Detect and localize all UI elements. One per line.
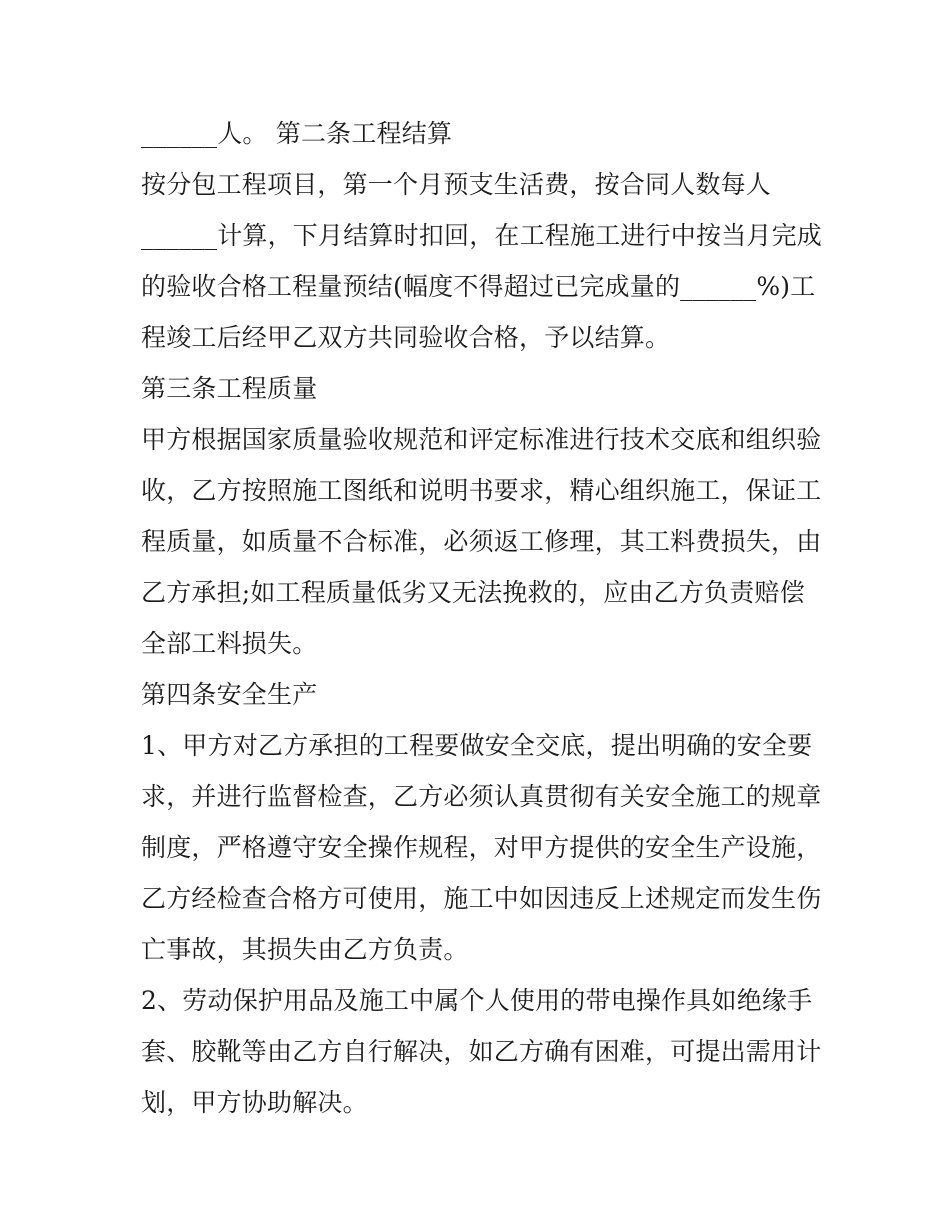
text-line: 求，并进行监督检查，乙方必须认真贯彻有关安全施工的规章 (141, 782, 822, 811)
text-line: 全部工料损失。 (141, 629, 318, 658)
text-line: 套、胶靴等由乙方自行解决，如乙方确有困难，可提出需用计 (141, 1037, 822, 1066)
text-line: 制度，严格遵守安全操作规程，对甲方提供的安全生产设施， (141, 833, 822, 862)
section-heading-safety: 第四条安全生产 (141, 680, 318, 709)
text-line: 按分包工程项目，第一个月预支生活费，按合同人数每人 (141, 170, 772, 199)
text-line: 亡事故，其损失由乙方负责。 (141, 935, 469, 964)
text-line: 划，甲方协助解决。 (141, 1088, 368, 1117)
text-line: 收，乙方按照施工图纸和说明书要求，精心组织施工，保证工 (141, 476, 822, 505)
text-line: ______计算，下月结算时扣回，在工程施工进行中按当月完成 (141, 221, 823, 250)
text-line: 的验收合格工程量预结(幅度不得超过已完成量的______%)工 (141, 272, 816, 301)
text-line: 程质量，如质量不合标准，必须返工修理，其工料费损失，由 (141, 527, 822, 556)
text-line: 1、甲方对乙方承担的工程要做安全交底，提出明确的安全要 (141, 731, 813, 760)
text-line: 甲方根据国家质量验收规范和评定标准进行技术交底和组织验 (141, 425, 822, 454)
text-line: 2、劳动保护用品及施工中属个人使用的带电操作具如绝缘手 (141, 986, 813, 1015)
text-line: 程竣工后经甲乙双方共同验收合格，予以结算。 (141, 323, 671, 352)
text-line: 乙方承担;如工程质量低劣又无法挽救的，应由乙方负责赔偿 (141, 578, 805, 607)
document-body (141, 108, 821, 1128)
text-line: ______人。 第二条工程结算 (141, 119, 453, 148)
text-line: 乙方经检查合格方可使用，施工中如因违反上述规定而发生伤 (141, 884, 822, 913)
section-heading-quality: 第三条工程质量 (141, 374, 318, 403)
